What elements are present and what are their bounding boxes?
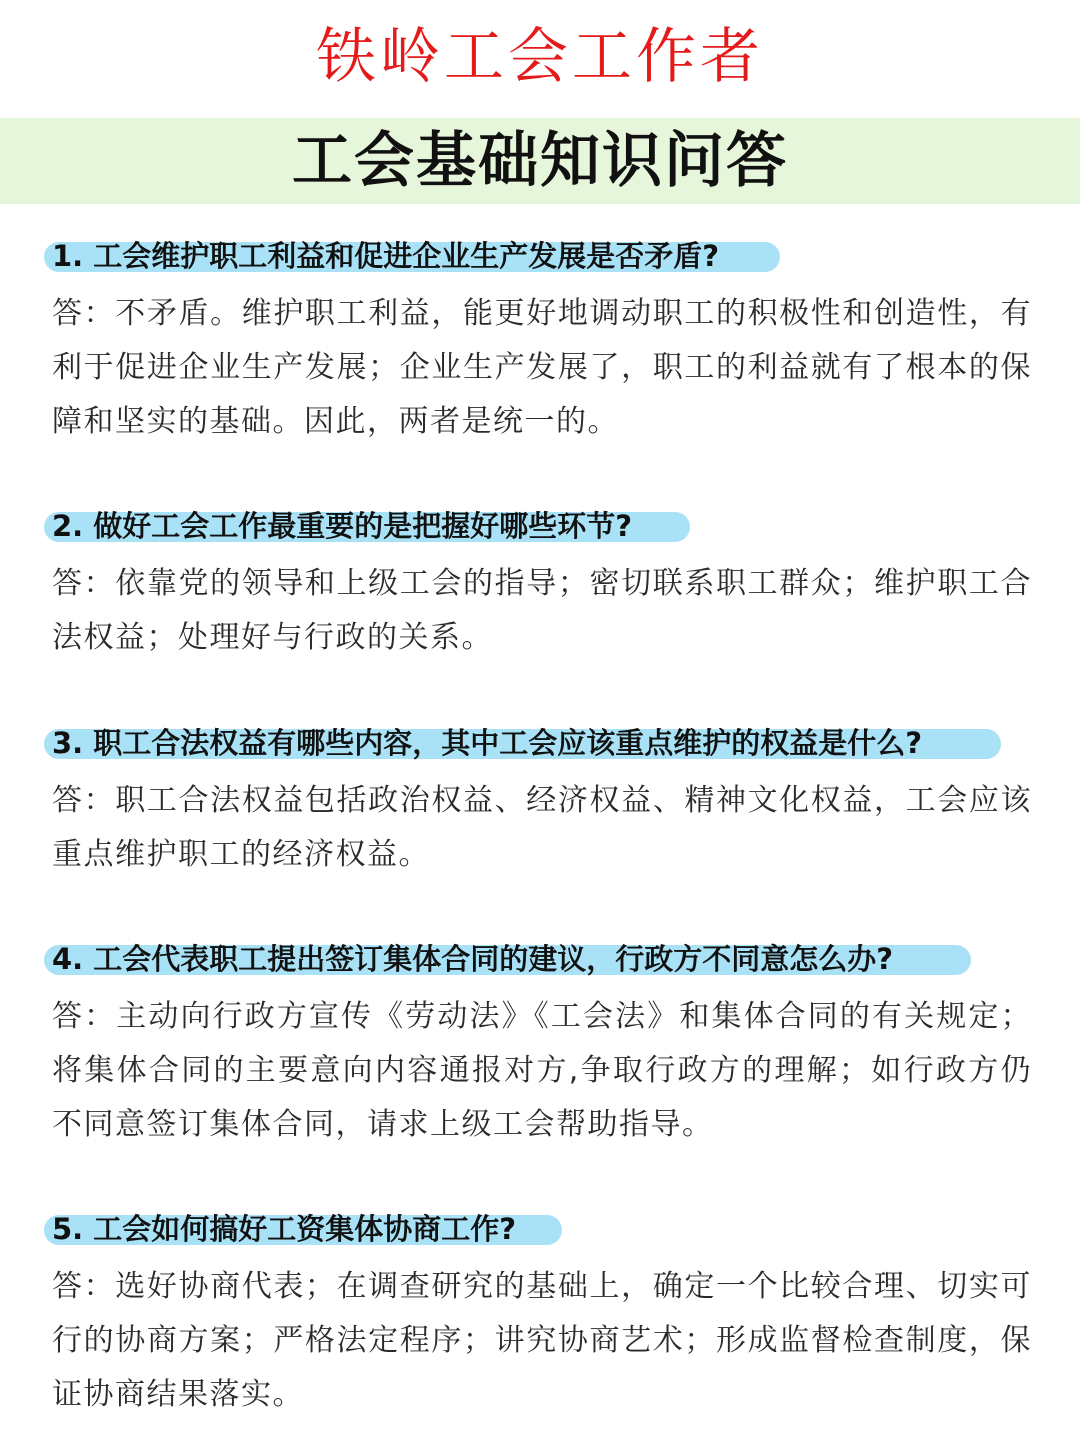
title-band <box>0 118 1080 204</box>
question-row <box>52 936 1032 982</box>
question-row <box>52 233 1032 279</box>
page-title: 工会基础知识问答 <box>292 126 788 196</box>
question-row <box>52 1206 1032 1252</box>
question-text: 4. 工会代表职工提出签订集体合同的建议，行政方不同意怎么办? <box>52 942 894 976</box>
answer-text: 答：选好协商代表；在调查研究的基础上，确定一个比较合理、切实可行的协商方案；严格法定程序；讲究协商艺术；形成监督检查制度，保证协商结果落实。 <box>52 1269 1032 1412</box>
question-text: 1. 工会维护职工利益和促进企业生产发展是否矛盾? <box>52 239 720 273</box>
qa-item-3 <box>52 720 1032 882</box>
answer-text: 答：依靠党的领导和上级工会的指导；密切联系职工群众；维护职工合法权益；处理好与行政的关系。 <box>52 566 1032 655</box>
answer-text: 答：职工合法权益包括政治权益、经济权益、精神文化权益，工会应该重点维护职工的经济权益。 <box>52 783 1032 872</box>
question-row <box>52 503 1032 549</box>
qa-item-4 <box>52 936 1032 1152</box>
question-row <box>52 720 1032 766</box>
brand-title: 铁岭工会工作者 <box>316 22 764 92</box>
answer-text: 答：不矛盾。维护职工利益，能更好地调动职工的积极性和创造性，有利于促进企业生产发展；企业生产发展了，职工的利益就有了根本的保障和坚实的基础。因此，两者是统一的。 <box>52 296 1032 439</box>
qa-item-5 <box>52 1206 1032 1422</box>
answer-text: 答：主动向行政方宣传《劳动法》《工会法》和集体合同的有关规定；将集体合同的主要意向内容通报对方,争取行政方的理解；如行政方仍不同意签订集体合同，请求上级工会帮助指导。 <box>52 999 1032 1142</box>
question-text: 2. 做好工会工作最重要的是把握好哪些环节? <box>52 509 633 543</box>
question-text: 5. 工会如何搞好工资集体协商工作? <box>52 1212 517 1246</box>
qa-item-2 <box>52 503 1032 665</box>
qa-item-1 <box>52 233 1032 449</box>
question-text: 3. 职工合法权益有哪些内容，其中工会应该重点维护的权益是什么? <box>52 726 923 760</box>
